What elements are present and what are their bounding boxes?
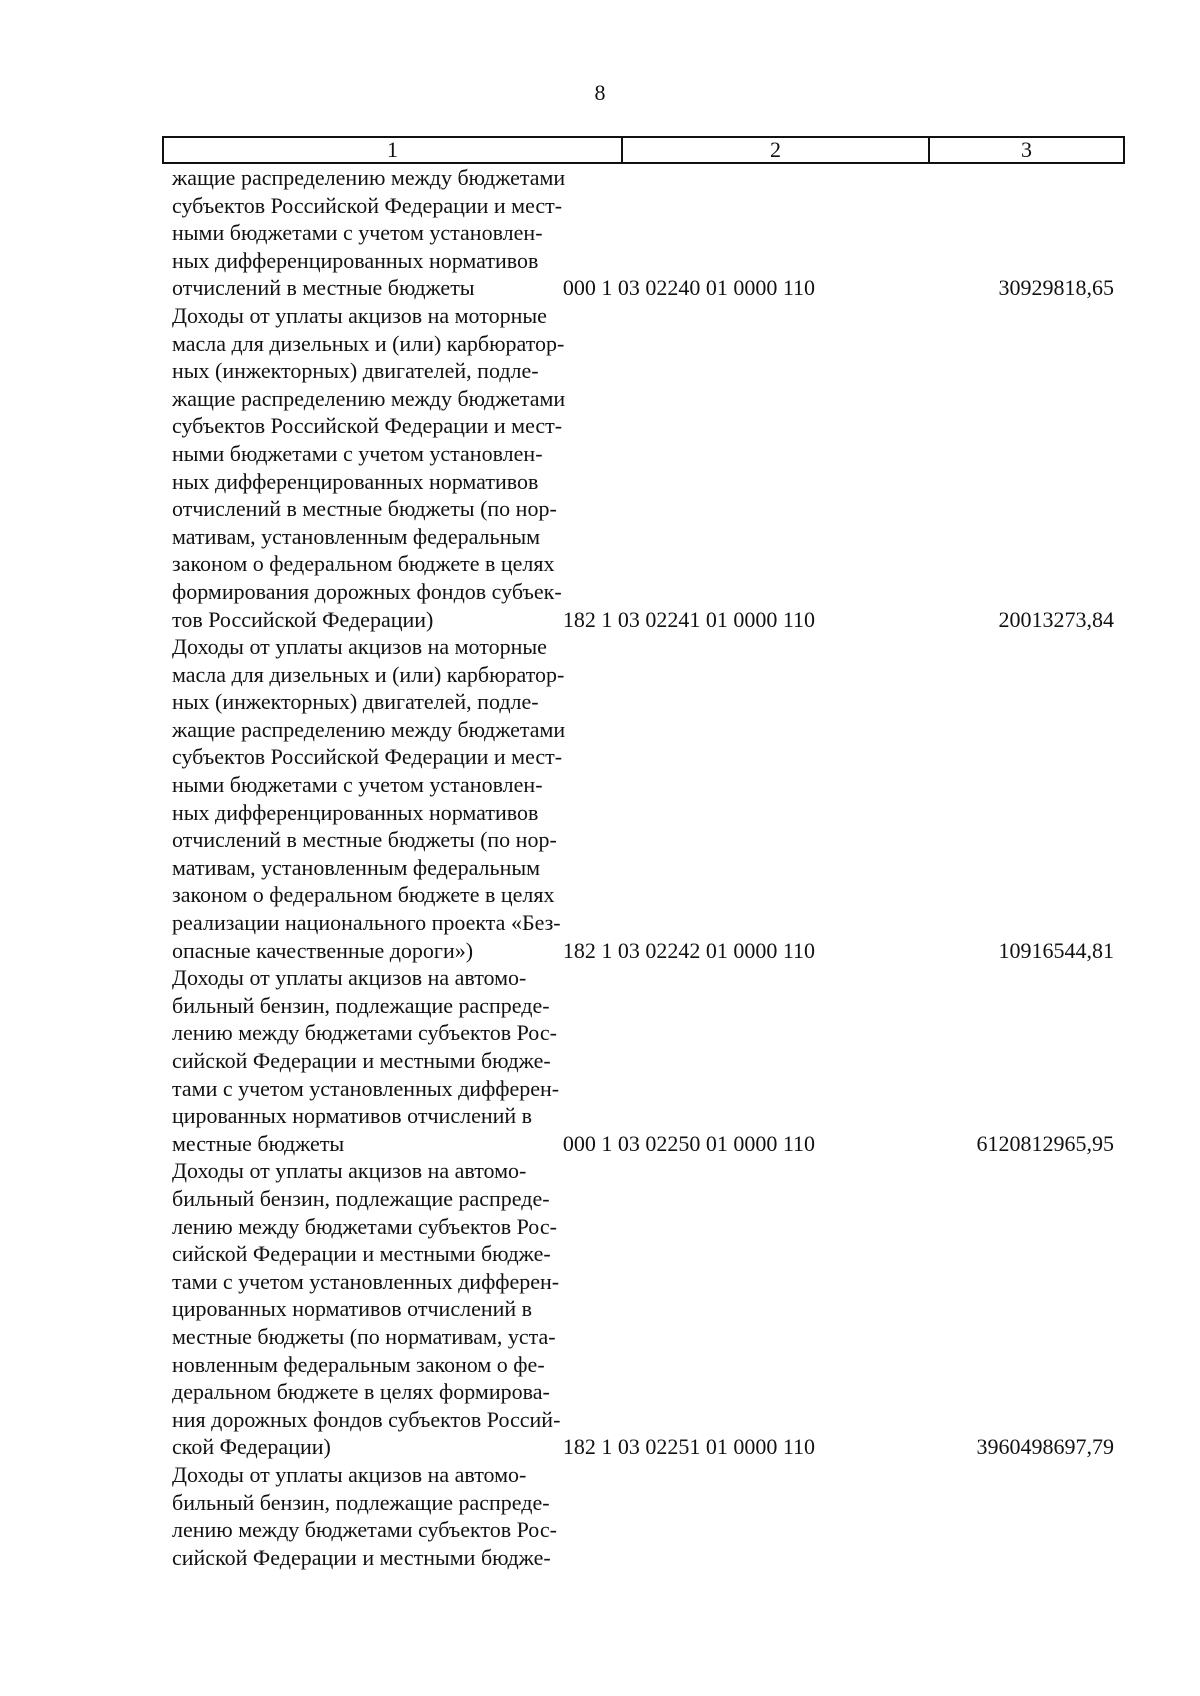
row-code: 182 1 03 02242 01 0000 110	[562, 937, 815, 963]
row-description: Доходы от уплаты акцизов на автомо- бильный бензин, подлежащие распреде- лению между бюджетами субъектов Рос- сийской Федерации и местными бюдже- тами с учетом установленных дифферен- цированных нормативов отчислений в местные бюджеты (по нормативам, уста- новленным федеральным законом о фе- деральном бюджете в целях формирова- ния дорожных фондов субъектов Россий- ской Федерации)	[172, 1158, 561, 1460]
row-description: Доходы от уплаты акцизов на автомо- бильный бензин, подлежащие распреде- лению между бюджетами субъектов Рос- сийской Федерации и местными бюдже-	[172, 1461, 557, 1570]
row-code: 000 1 03 02250 01 0000 110	[562, 1130, 815, 1156]
table-row	[172, 1157, 1132, 1461]
row-description: Доходы от уплаты акцизов на автомо- бильный бензин, подлежащие распреде- лению между бюджетами субъектов Рос- сийской Федерации и местными бюдже- тами с учетом установленных дифферен- цированных нормативов отчислений в местные бюджеты	[172, 965, 560, 1156]
row-amount: 20013273,84	[998, 606, 1114, 632]
table-row	[172, 964, 1132, 1157]
row-code: 000 1 03 02240 01 0000 110	[562, 275, 815, 301]
row-amount: 3960498697,79	[976, 1434, 1114, 1460]
row-description: Доходы от уплаты акцизов на моторные масла для дизельных и (или) карбюратор- ных (инжекторных) двигателей, подле- жащие распределению между бюджетами субъектов Российской Федерации и мест- ными бюджетами с учетом установлен- ных дифференцированных нормативов отчислений в местные бюджеты (по нор- мативам, установленным федеральным законом о федеральном бюджете в целях реализации национального проекта «Без- опасные качественные дороги»)	[172, 634, 566, 963]
row-amount: 10916544,81	[998, 937, 1114, 963]
column-header-2: 2	[623, 138, 930, 162]
page-number: 8	[594, 80, 606, 105]
table-header	[162, 136, 1125, 164]
table-body	[172, 164, 1132, 1571]
row-amount: 6120812965,95	[976, 1130, 1114, 1156]
table-row	[172, 302, 1132, 633]
table-row	[172, 164, 1132, 302]
table-row	[172, 1461, 1132, 1571]
row-code: 182 1 03 02241 01 0000 110	[562, 606, 815, 632]
row-description: жащие распределению между бюджетами субъектов Российской Федерации и мест- ными бюджетами с учетом установлен- ных дифференцированных нормативов отчислений в местные бюджеты	[172, 165, 566, 301]
row-code: 182 1 03 02251 01 0000 110	[562, 1434, 815, 1460]
column-header-3: 3	[1021, 137, 1032, 162]
column-header-1: 1	[164, 138, 623, 162]
row-description: Доходы от уплаты акцизов на моторные масла для дизельных и (или) карбюратор- ных (инжекторных) двигателей, подле- жащие распределению между бюджетами субъектов Российской Федерации и мест- ными бюджетами с учетом установлен- ных дифференцированных нормативов отчислений в местные бюджеты (по нор- мативам, установленным федеральным законом о федеральном бюджете в целях формирования дорожных фондов субъек- тов Российской Федерации)	[172, 302, 566, 632]
row-amount: 30929818,65	[998, 275, 1114, 301]
table-row	[172, 633, 1132, 964]
